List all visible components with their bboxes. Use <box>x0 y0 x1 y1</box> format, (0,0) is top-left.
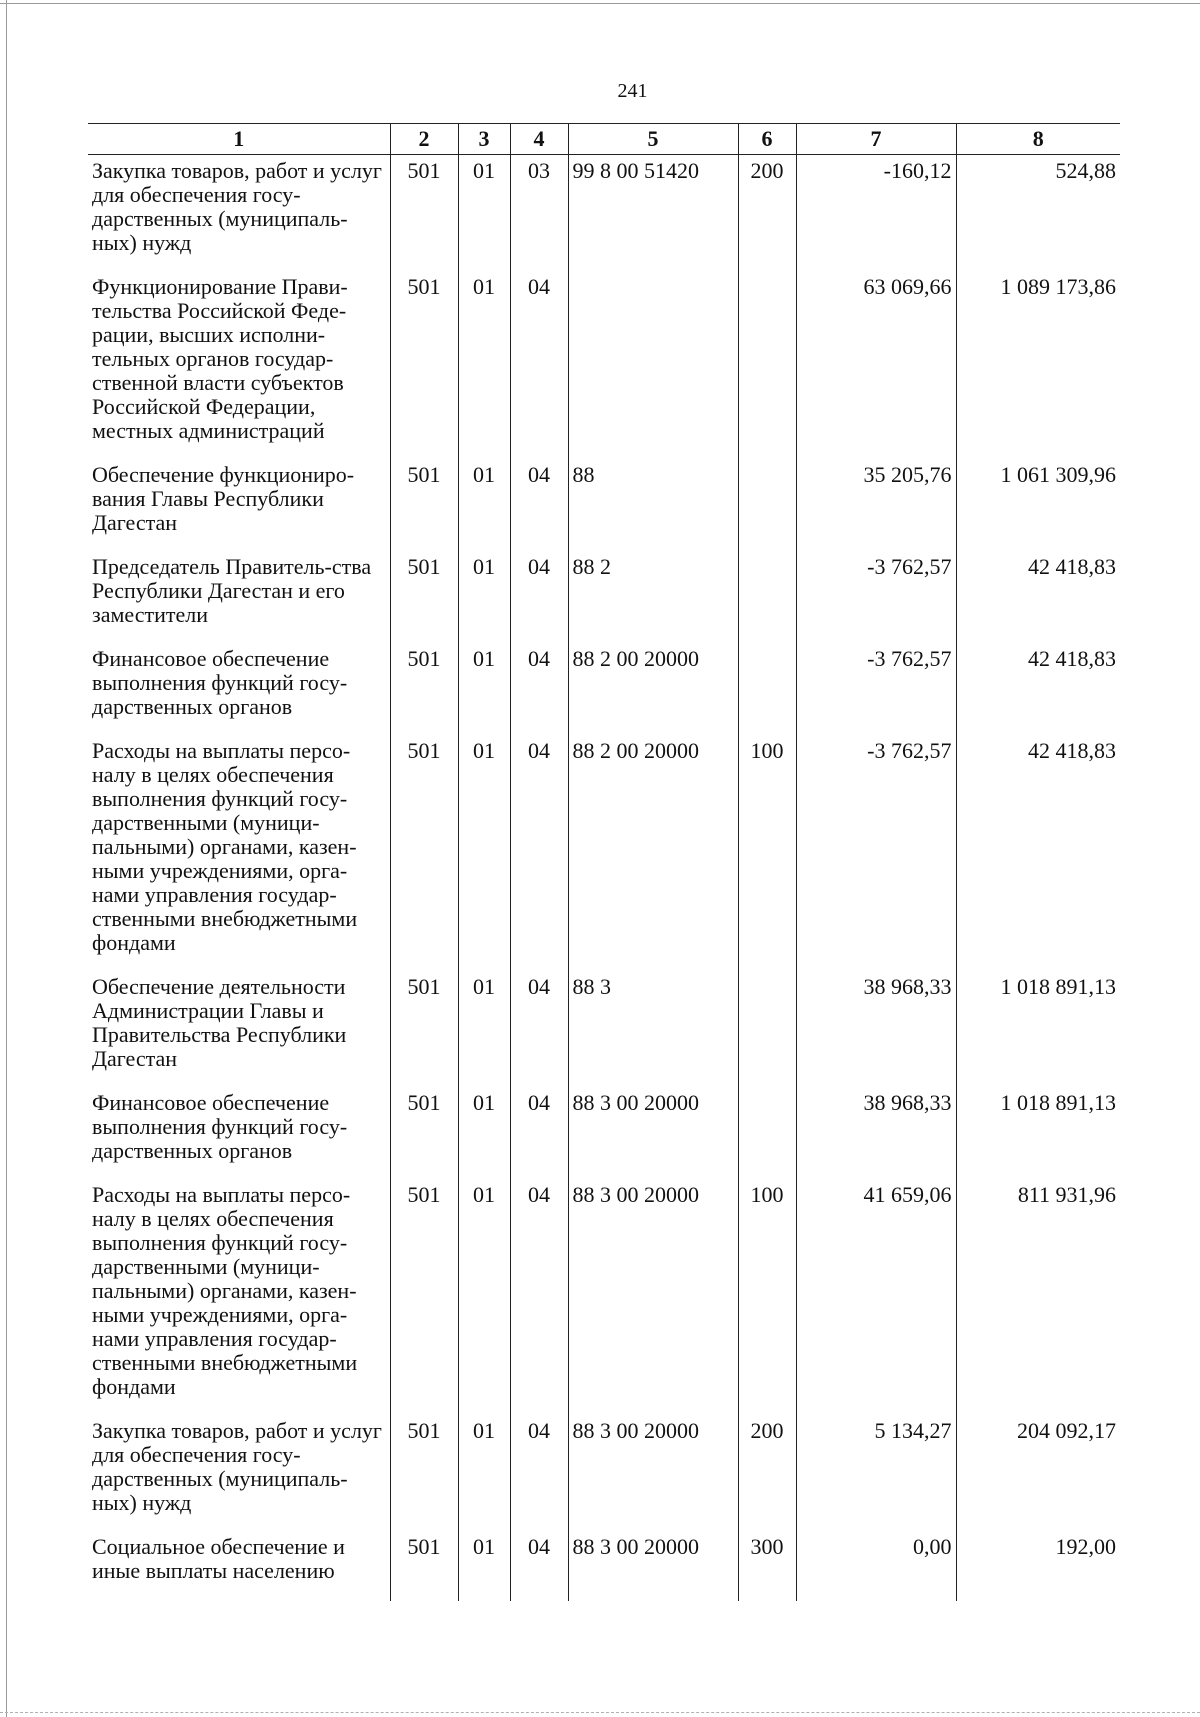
table-row <box>88 1531 1120 1601</box>
row-total-amount: 524,88 <box>956 155 1120 272</box>
row-section: 01 <box>458 1087 510 1179</box>
row-total-amount: 42 418,83 <box>956 551 1120 643</box>
table-row <box>88 155 1120 272</box>
row-section: 01 <box>458 1531 510 1601</box>
header-cell: 3 <box>458 124 510 155</box>
row-admin-code: 501 <box>390 1087 458 1179</box>
row-subsection: 04 <box>510 459 568 551</box>
row-subsection: 04 <box>510 643 568 735</box>
row-total-amount: 1 018 891,13 <box>956 971 1120 1087</box>
row-section: 01 <box>458 459 510 551</box>
row-name: Расходы на выплаты персо-налу в целях обеспечения выполнения функций госу-дарственными (муници-пальными) органами, казен-ными учреждениями, орга-нами управления государ-ственными внебюджетными фондами <box>92 738 358 955</box>
row-name: Обеспечение функциониро-вания Главы Республики Дагестан <box>92 462 355 535</box>
row-name: Закупка товаров, работ и услуг для обеспечения госу-дарственных (муниципаль-ных) нужд <box>92 158 382 255</box>
row-subsection: 04 <box>510 271 568 459</box>
row-expense-type: 300 <box>738 1531 796 1601</box>
row-subsection: 04 <box>510 1087 568 1179</box>
table-row <box>88 1179 1120 1415</box>
row-target-article: 88 3 00 20000 <box>568 1531 738 1601</box>
row-target-article <box>568 271 738 459</box>
header-cell: 2 <box>390 124 458 155</box>
table-row <box>88 643 1120 735</box>
row-total-amount: 1 089 173,86 <box>956 271 1120 459</box>
scan-edge-left <box>6 0 7 1717</box>
row-admin-code: 501 <box>390 155 458 272</box>
table-row <box>88 1415 1120 1531</box>
row-subsection: 04 <box>510 551 568 643</box>
header-row <box>88 124 1120 155</box>
row-total-amount: 811 931,96 <box>956 1179 1120 1415</box>
row-subsection: 03 <box>510 155 568 272</box>
row-target-article: 88 3 <box>568 971 738 1087</box>
row-total-amount: 1 061 309,96 <box>956 459 1120 551</box>
row-target-article: 88 2 00 20000 <box>568 735 738 971</box>
row-section: 01 <box>458 643 510 735</box>
row-total-amount: 42 418,83 <box>956 643 1120 735</box>
row-target-article: 88 3 00 20000 <box>568 1179 738 1415</box>
row-target-article: 88 3 00 20000 <box>568 1415 738 1531</box>
table-row <box>88 551 1120 643</box>
row-name: Финансовое обеспечение выполнения функций госу-дарственных органов <box>92 646 348 719</box>
row-section: 01 <box>458 155 510 272</box>
row-admin-code: 501 <box>390 1179 458 1415</box>
row-change-amount: -3 762,57 <box>796 551 956 643</box>
table-row <box>88 735 1120 971</box>
row-subsection: 04 <box>510 1531 568 1601</box>
row-target-article: 99 8 00 51420 <box>568 155 738 272</box>
page-number: 241 <box>617 80 648 102</box>
row-total-amount: 192,00 <box>956 1531 1120 1601</box>
row-subsection: 04 <box>510 1415 568 1531</box>
row-target-article: 88 <box>568 459 738 551</box>
row-expense-type: 100 <box>738 1179 796 1415</box>
row-admin-code: 501 <box>390 971 458 1087</box>
row-expense-type <box>738 643 796 735</box>
row-change-amount: -3 762,57 <box>796 735 956 971</box>
header-cell: 1 <box>88 124 390 155</box>
row-subsection: 04 <box>510 971 568 1087</box>
header-cell: 4 <box>510 124 568 155</box>
row-section: 01 <box>458 271 510 459</box>
row-admin-code: 501 <box>390 551 458 643</box>
row-name: Председатель Правитель-ства Республики Дагестан и его заместители <box>92 554 372 627</box>
row-name: Расходы на выплаты персо-налу в целях обеспечения выполнения функций госу-дарственными (муници-пальными) органами, казен-ными учреждениями, орга-нами управления государ-ственными внебюджетными фондами <box>92 1182 358 1399</box>
row-admin-code: 501 <box>390 1531 458 1601</box>
row-total-amount: 42 418,83 <box>956 735 1120 971</box>
row-expense-type: 200 <box>738 155 796 272</box>
row-target-article: 88 2 00 20000 <box>568 643 738 735</box>
row-change-amount: 35 205,76 <box>796 459 956 551</box>
row-change-amount: -3 762,57 <box>796 643 956 735</box>
row-name: Обеспечение деятельности Администрации Главы и Правительства Республики Дагестан <box>92 974 347 1071</box>
row-change-amount: 0,00 <box>796 1531 956 1601</box>
row-expense-type <box>738 551 796 643</box>
header-cell: 5 <box>568 124 738 155</box>
header-cell: 8 <box>956 124 1120 155</box>
row-section: 01 <box>458 551 510 643</box>
table-row <box>88 971 1120 1087</box>
row-section: 01 <box>458 1179 510 1415</box>
row-admin-code: 501 <box>390 1415 458 1531</box>
row-admin-code: 501 <box>390 459 458 551</box>
row-target-article: 88 2 <box>568 551 738 643</box>
row-change-amount: 41 659,06 <box>796 1179 956 1415</box>
row-expense-type <box>738 1087 796 1179</box>
row-expense-type <box>738 271 796 459</box>
row-admin-code: 501 <box>390 271 458 459</box>
table-row <box>88 271 1120 459</box>
scan-edge-bottom <box>0 1712 1200 1713</box>
header-cell: 7 <box>796 124 956 155</box>
row-target-article: 88 3 00 20000 <box>568 1087 738 1179</box>
row-total-amount: 1 018 891,13 <box>956 1087 1120 1179</box>
row-section: 01 <box>458 971 510 1087</box>
row-expense-type <box>738 971 796 1087</box>
row-expense-type: 200 <box>738 1415 796 1531</box>
row-name: Закупка товаров, работ и услуг для обеспечения госу-дарственных (муниципаль-ных) нужд <box>92 1418 382 1515</box>
row-subsection: 04 <box>510 735 568 971</box>
row-change-amount: 5 134,27 <box>796 1415 956 1531</box>
row-total-amount: 204 092,17 <box>956 1415 1120 1531</box>
row-change-amount: 63 069,66 <box>796 271 956 459</box>
header-cell: 6 <box>738 124 796 155</box>
row-name: Функционирование Прави-тельства Российской Феде-рации, высших исполни-тельных органов государ-ственной власти субъектов Российской Федерации, местных администраций <box>92 274 348 443</box>
row-change-amount: 38 968,33 <box>796 1087 956 1179</box>
table-row <box>88 1087 1120 1179</box>
row-section: 01 <box>458 735 510 971</box>
row-name: Социальное обеспечение и иные выплаты населению <box>92 1534 345 1583</box>
row-subsection: 04 <box>510 1179 568 1415</box>
row-name: Финансовое обеспечение выполнения функций госу-дарственных органов <box>92 1090 348 1163</box>
row-admin-code: 501 <box>390 643 458 735</box>
row-expense-type <box>738 459 796 551</box>
row-change-amount: -160,12 <box>796 155 956 272</box>
row-change-amount: 38 968,33 <box>796 971 956 1087</box>
scan-edge-top <box>0 3 1200 4</box>
row-admin-code: 501 <box>390 735 458 971</box>
row-expense-type: 100 <box>738 735 796 971</box>
row-section: 01 <box>458 1415 510 1531</box>
budget-table <box>88 123 1120 1601</box>
table-row <box>88 459 1120 551</box>
